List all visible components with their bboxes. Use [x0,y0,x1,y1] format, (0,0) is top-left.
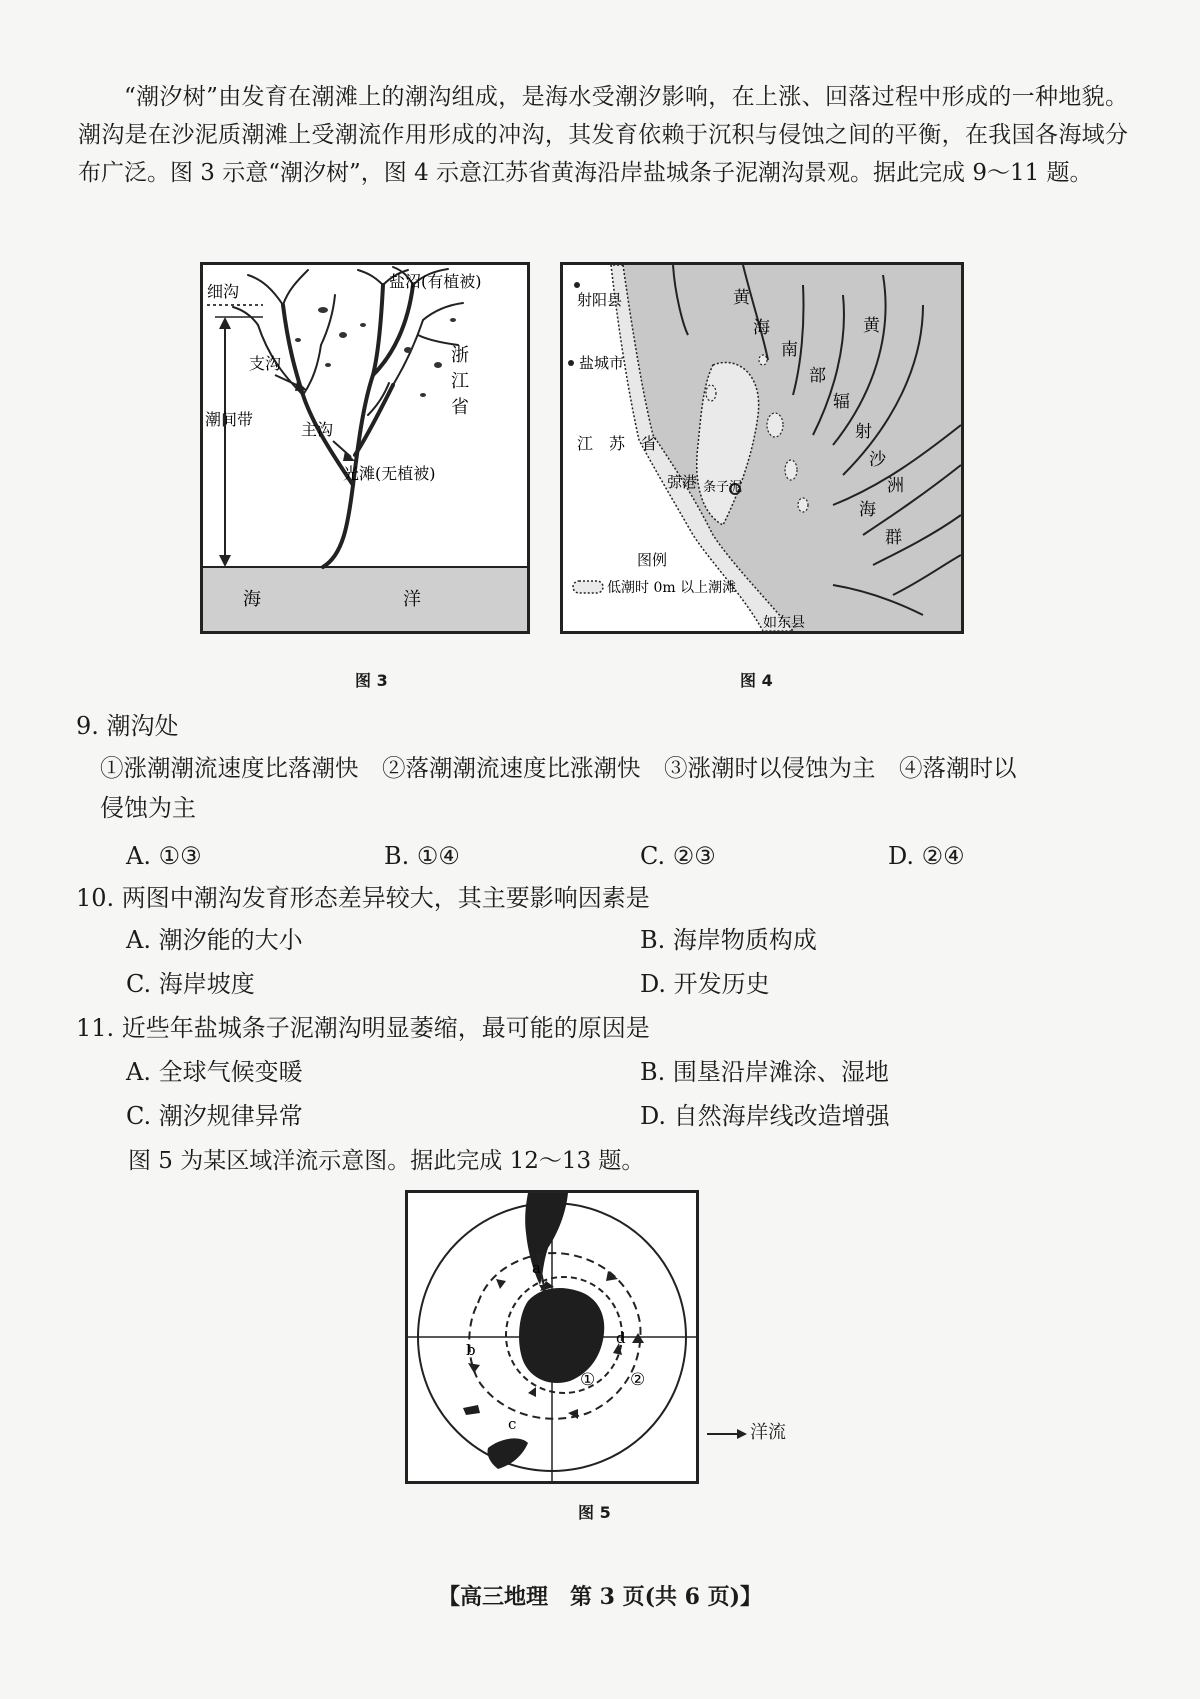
label-guangtan: 光滩(无植被) [343,464,436,483]
svg-text:洲: 洲 [887,476,904,496]
figure-4 [560,262,964,634]
q9-option-a[interactable]: A. ①③ [126,842,202,870]
label-yancheng: 盐城市 [579,354,625,372]
svg-text:辐: 辐 [833,392,850,412]
label-xigou: 细沟 [207,282,240,301]
label-rudong: 如东县 [763,615,805,631]
label-sheyang: 射阳县 [577,291,623,309]
label-zhigou: 支沟 [249,354,282,373]
intro-fig5: 图 5 为某区域洋流示意图。据此完成 12～13 题。 [128,1148,645,1174]
figure-5-caption: 图 5 [578,1503,611,1522]
label-a: a [532,1259,541,1277]
q9-statements-cont: 侵蚀为主 [100,794,196,822]
svg-text:射: 射 [855,422,872,442]
svg-text:海: 海 [753,318,770,338]
label-sheng: 省 [451,397,469,418]
legend-text: 低潮时 0m 以上潮滩 [607,580,737,596]
label-zhugou: 主沟 [301,420,334,439]
figure-3-caption: 图 3 [355,671,388,690]
label-jiangsu: 江 苏 省 [577,434,658,453]
q10-stem: 10. 两图中潮沟发育形态差异较大，其主要影响因素是 [76,884,650,912]
label-zhe: 浙 [451,345,469,366]
figure-3 [200,262,530,634]
label-tiaozini: 条子泥 [703,480,743,495]
legend-title: 图例 [637,551,668,569]
page-footer: 【高三地理 第 3 页(共 6 页)】 [437,1584,763,1610]
svg-text:黄: 黄 [733,288,750,308]
q9-option-c[interactable]: C. ②③ [640,842,716,870]
label-hai: 海 [243,589,261,610]
q9-option-d[interactable]: D. ②④ [888,842,965,870]
svg-text:群: 群 [885,528,902,548]
label-chaojiandai: 潮间带 [205,410,254,429]
q11-option-b[interactable]: B. 围垦沿岸滩涂、湿地 [640,1058,889,1086]
label-yang: 洋 [403,589,421,610]
q9-stem: 9. 潮沟处 [76,712,179,740]
svg-text:沙: 沙 [869,450,886,470]
q9-option-b[interactable]: B. ①④ [384,842,460,870]
label-jiang: 江 [451,371,469,392]
current-legend-label: 洋流 [750,1422,786,1443]
tidal-tree-diagram [203,265,527,631]
q10-option-a[interactable]: A. 潮汐能的大小 [126,926,303,954]
q11-option-a[interactable]: A. 全球气候变暖 [126,1058,303,1086]
intro-paragraph: “潮汐树”由发育在潮滩上的潮沟组成，是海水受潮汐影响，在上涨、回落过程中形成的一种地貌。潮沟是在沙泥质潮滩上受潮流作用形成的冲沟，其发育依赖于沉积与侵蚀之间的平衡，在我国各海域分布广泛。图 3 示意“潮汐树”，图 4 示意江苏省黄海沿岸盐城条子泥潮沟景观。据此完成 9～11 题。 [78,84,1128,186]
label-circle-2: ② [630,1370,646,1390]
label-c: c [508,1415,517,1433]
q11-option-c[interactable]: C. 潮汐规律异常 [126,1102,303,1130]
q10-option-b[interactable]: B. 海岸物质构成 [640,926,817,954]
svg-text:海: 海 [859,500,876,520]
label-huang2: 黄 [863,316,880,336]
svg-text:南: 南 [781,340,798,360]
q11-stem: 11. 近些年盐城条子泥潮沟明显萎缩，最可能的原因是 [76,1014,650,1042]
current-legend-arrow [705,1426,749,1442]
label-d: d [616,1329,626,1347]
yellow-sea [623,265,961,631]
tiaozini-map [563,265,961,631]
q10-option-d[interactable]: D. 开发历史 [640,970,770,998]
label-qionggang: 弶港 [667,473,698,491]
legend-swatch [573,581,603,593]
q10-option-c[interactable]: C. 海岸坡度 [126,970,255,998]
figure-4-caption: 图 4 [740,671,773,690]
q11-option-d[interactable]: D. 自然海岸线改造增强 [640,1102,890,1130]
svg-text:部: 部 [809,366,826,386]
label-yanzhao: 盐沼(有植被) [389,272,482,291]
label-circle-1: ① [580,1370,596,1390]
label-b: b [466,1341,476,1359]
ocean-current-map [408,1193,696,1481]
figure-5 [405,1190,699,1484]
q9-statements: ①涨潮潮流速度比落潮快 ②落潮潮流速度比涨潮快 ③涨潮时以侵蚀为主 ④落潮时以 [100,754,1017,782]
